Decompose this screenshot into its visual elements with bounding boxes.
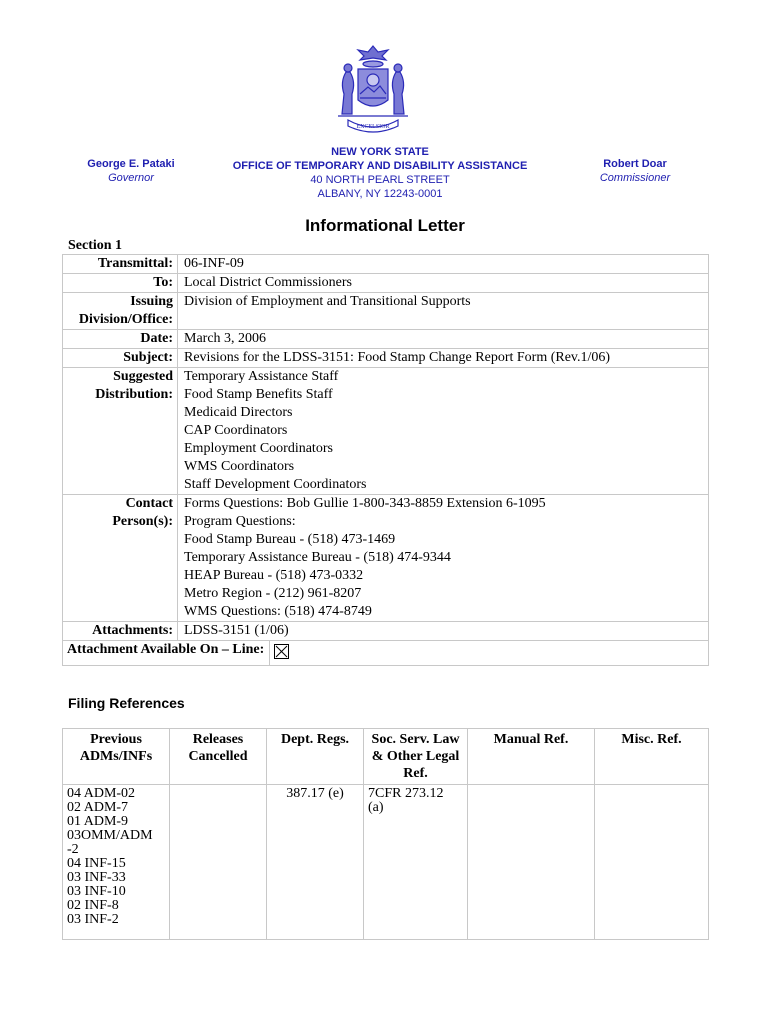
contact-row xyxy=(63,495,709,622)
checkbox-x-icon xyxy=(275,645,288,658)
subject-row xyxy=(63,349,709,368)
issuing-value: Division of Employment and Transitional Supports xyxy=(178,293,709,330)
dept-regs-value: 387.17 (e) xyxy=(267,785,364,940)
header-previous: Previous ADMs/INFs xyxy=(63,729,170,785)
refs-header-row xyxy=(63,729,709,785)
office-name: OFFICE OF TEMPORARY AND DISABILITY ASSISTANCE xyxy=(232,160,528,172)
header-dept-regs: Dept. Regs. xyxy=(267,729,364,785)
date-row xyxy=(63,330,709,349)
transmittal-row xyxy=(63,255,709,274)
filing-references-table xyxy=(62,728,709,940)
state-name: NEW YORK STATE xyxy=(331,146,429,158)
seal-banner-text: EXCELSIOR xyxy=(356,124,390,130)
header-soc-serv: Soc. Serv. Law & Other Legal Ref. xyxy=(364,729,468,785)
contact-value: Forms Questions: Bob Gullie 1-800-343-8859 Extension 6-1095 Program Questions: Food Stamp Bureau - (518) 473-1469 Temporary Assistance Bureau - (518) 474-9344 HEAP Bureau - (518) 473-0332 Metro Region - (212) 961-8207 WMS Questions: (518) 474-8749 xyxy=(178,495,709,622)
transmittal-value: 06-INF-09 xyxy=(178,255,709,274)
commissioner-name: Robert Doar xyxy=(603,158,667,170)
to-row xyxy=(63,274,709,293)
commissioner-title: Commissioner xyxy=(599,172,671,184)
new-york-state-seal xyxy=(318,42,428,134)
contact-label: Contact Person(s): xyxy=(63,495,178,622)
header-center-block xyxy=(210,145,550,201)
refs-data-row xyxy=(63,785,709,940)
section-heading: Section 1 xyxy=(68,238,123,253)
date-value: March 3, 2006 xyxy=(178,330,709,349)
transmittal-label: Transmittal: xyxy=(63,255,178,274)
online-checkbox[interactable] xyxy=(274,644,289,659)
manual-value xyxy=(468,785,595,940)
releases-value xyxy=(170,785,267,940)
governor-title: Governor xyxy=(108,172,154,184)
soc-serv-value: 7CFR 273.12 (a) xyxy=(364,785,468,940)
header-manual: Manual Ref. xyxy=(468,729,595,785)
online-label: Attachment Available On – Line: xyxy=(63,641,270,666)
attachments-row xyxy=(63,622,709,641)
issuing-label: Issuing Division/Office: xyxy=(63,293,178,330)
previous-value: 04 ADM-02 02 ADM-7 01 ADM-9 03OMM/ADM -2 04 INF-15 03 INF-33 03 INF-10 02 INF-8 03 INF-2 xyxy=(63,785,170,940)
attachments-value: LDSS-3151 (1/06) xyxy=(178,622,709,641)
misc-value xyxy=(595,785,709,940)
attachments-label: Attachments: xyxy=(63,622,178,641)
header-left-block xyxy=(70,157,192,185)
subject-label: Subject: xyxy=(63,349,178,368)
document-title: Informational Letter xyxy=(305,216,465,235)
office-city: ALBANY, NY 12243-0001 xyxy=(317,188,443,200)
transmittal-table xyxy=(62,254,709,666)
governor-name: George E. Pataki xyxy=(87,158,175,170)
online-checkbox-cell xyxy=(270,641,709,666)
header-right-block xyxy=(580,157,690,185)
online-row xyxy=(63,641,709,666)
header-releases: Releases Cancelled xyxy=(170,729,267,785)
distribution-value: Temporary Assistance Staff Food Stamp Benefits Staff Medicaid Directors CAP Coordinators Employment Coordinators WMS Coordinators Staff Development Coordinators xyxy=(178,368,709,495)
distribution-row xyxy=(63,368,709,495)
issuing-row xyxy=(63,293,709,330)
filing-references-heading: Filing References xyxy=(68,695,185,711)
date-label: Date: xyxy=(63,330,178,349)
header-misc: Misc. Ref. xyxy=(595,729,709,785)
office-street: 40 NORTH PEARL STREET xyxy=(310,174,450,186)
subject-value: Revisions for the LDSS-3151: Food Stamp Change Report Form (Rev.1/06) xyxy=(178,349,709,368)
to-value: Local District Commissioners xyxy=(178,274,709,293)
distribution-label: Suggested Distribution: xyxy=(63,368,178,495)
to-label: To: xyxy=(63,274,178,293)
